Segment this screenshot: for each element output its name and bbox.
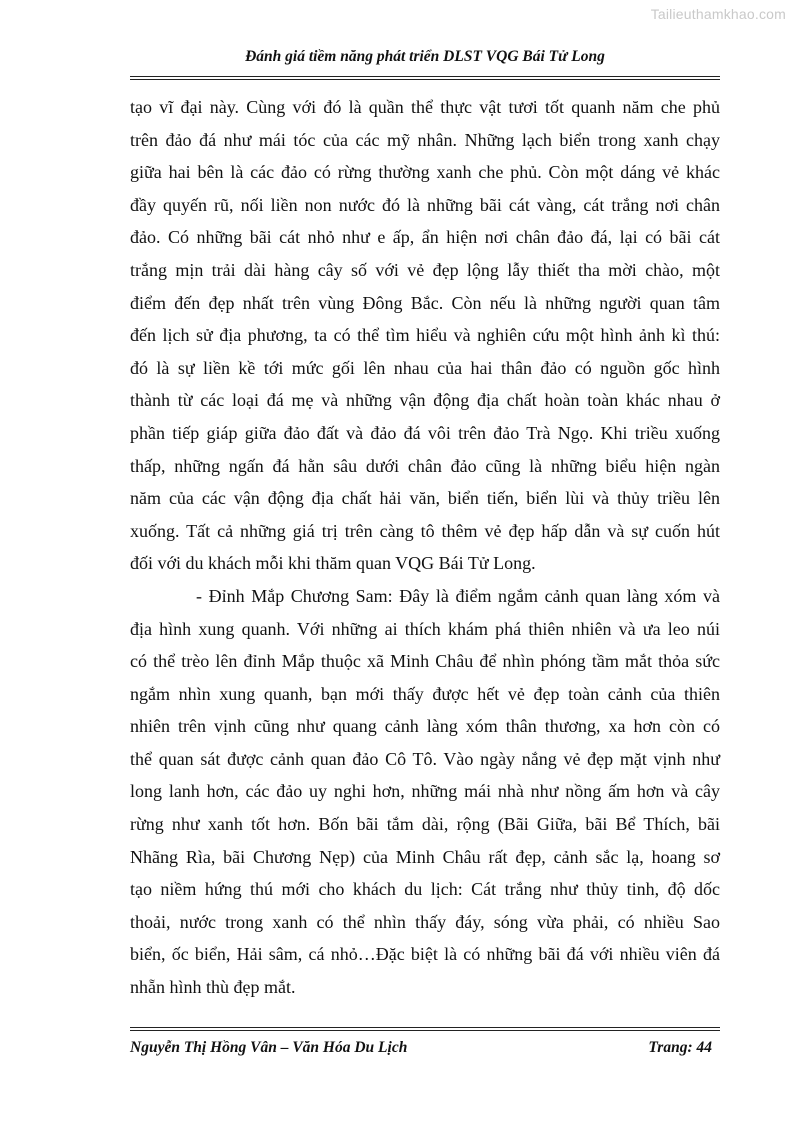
page-number: Trang: 44 xyxy=(648,1039,712,1056)
text-line: tạo vĩ đại này. Cùng với đó là quần thể thực vật tươi tốt quanh năm che phủ xyxy=(130,97,720,117)
text-line: nhiên trên vịnh cũng như quang cảnh làng xóm thân thương, xa hơn còn có xyxy=(130,716,720,737)
text-line: trên đảo đá như mái tóc của các mỹ nhân. Những lạch biển trong xanh chạy xyxy=(130,129,720,150)
text-line: - Đỉnh Mắp Chương Sam: Đây là điểm ngắm cảnh quan làng xóm và xyxy=(196,585,720,606)
text-line: địa hình xung quanh. Với những ai thích khám phá thiên nhiên và ưa leo núi xyxy=(130,618,720,639)
text-line: có thể trèo lên đỉnh Mắp thuộc xã Minh Châu để nhìn phóng tầm mắt thỏa sức xyxy=(130,651,720,672)
text-line: đối với du khách mỗi khi thăm quan VQG Bái Tử Long. xyxy=(130,553,536,574)
footer-author: Nguyễn Thị Hồng Vân – Văn Hóa Du Lịch xyxy=(130,1039,408,1056)
text-line: tạo niềm hứng thú mới cho khách du lịch: Cát trắng như thủy tinh, độ dốc xyxy=(130,879,720,900)
text-line: ngắm nhìn xung quanh, bạn mới thấy được hết vẻ đẹp toàn cảnh của thiên xyxy=(130,683,720,704)
footer-divider xyxy=(130,1027,720,1031)
text-line: nhẵn hình thù đẹp mắt. xyxy=(130,977,296,998)
text-line: thành từ các loại đá mẹ và những vận động địa chất hoàn toàn khác nhau ở xyxy=(130,390,720,411)
document-body xyxy=(130,91,720,1004)
text-line: đảo. Có những bãi cát nhỏ như e ấp, ẩn hiện nơi chân đảo đá, lại có bãi cát xyxy=(130,227,720,248)
page-footer xyxy=(130,1039,712,1057)
paragraph-1 xyxy=(130,91,720,580)
page-header-title: Đánh giá tiềm năng phát triển DLST VQG Bái Tử Long xyxy=(245,48,605,65)
text-line: thoải, nước trong xanh có thể nhìn thấy đáy, sóng vừa phải, có nhiều Sao xyxy=(130,911,720,932)
text-line: rừng như xanh tốt hơn. Bốn bãi tắm dài, rộng (Bãi Giữa, bãi Bể Thích, bãi xyxy=(130,814,720,835)
text-line: biển, ốc biển, Hải sâm, cá nhỏ…Đặc biệt là có những bãi đá với nhiều viên đá xyxy=(130,944,720,965)
text-line: năm của các vận động địa chất hải văn, biển tiến, biển lùi và thủy triều lên xyxy=(130,488,720,509)
text-line: long lanh hơn, các đảo uy nghi hơn, những mái nhà như nồng ấm hơn và cây xyxy=(130,781,720,802)
paragraph-2 xyxy=(130,580,720,1004)
text-line: Nhãng Rìa, bãi Chương Nẹp) của Minh Châu rất đẹp, cảnh sắc lạ, hoang sơ xyxy=(130,846,720,867)
text-line: điểm đến đẹp nhất trên vùng Đông Bắc. Còn nếu là những người quan tâm xyxy=(130,292,720,313)
text-line: thể quan sát được cảnh quan đảo Cô Tô. Vào ngày nắng vẻ đẹp mặt vịnh như xyxy=(130,748,720,769)
text-line: trắng mịn trải dài hàng cây số với vẻ đẹp lộng lẫy thiết tha mời chào, một xyxy=(130,259,720,280)
header-divider xyxy=(130,76,720,80)
text-line: đầy quyến rũ, nối liền non nước đó là những bãi cát vàng, cát trắng nơi chân xyxy=(130,194,720,215)
text-line: giữa hai bên là các đảo có rừng thường xanh che phủ. Còn một dáng vẻ khác xyxy=(130,162,720,183)
watermark: Tailieuthamkhao.com xyxy=(650,6,786,22)
text-line: đến lịch sử địa phương, ta có thể tìm hiểu và nghiên cứu một hình ảnh kì thú: xyxy=(130,325,720,346)
text-line: xuống. Tất cả những giá trị trên càng tô thêm vẻ đẹp hấp dẫn và sự cuốn hút xyxy=(130,520,720,541)
text-line: thấp, những ngấn đá hằn sâu dưới chân đảo cũng là những biểu hiện ngàn xyxy=(130,455,720,476)
text-line: đó là sự liền kề tới mức gối lên nhau của hai thân đảo có nguồn gốc hình xyxy=(130,357,720,378)
text-line: phần tiếp giáp giữa đảo đất và đảo đá vôi trên đảo Trà Ngọ. Khi triều xuống xyxy=(130,422,720,443)
